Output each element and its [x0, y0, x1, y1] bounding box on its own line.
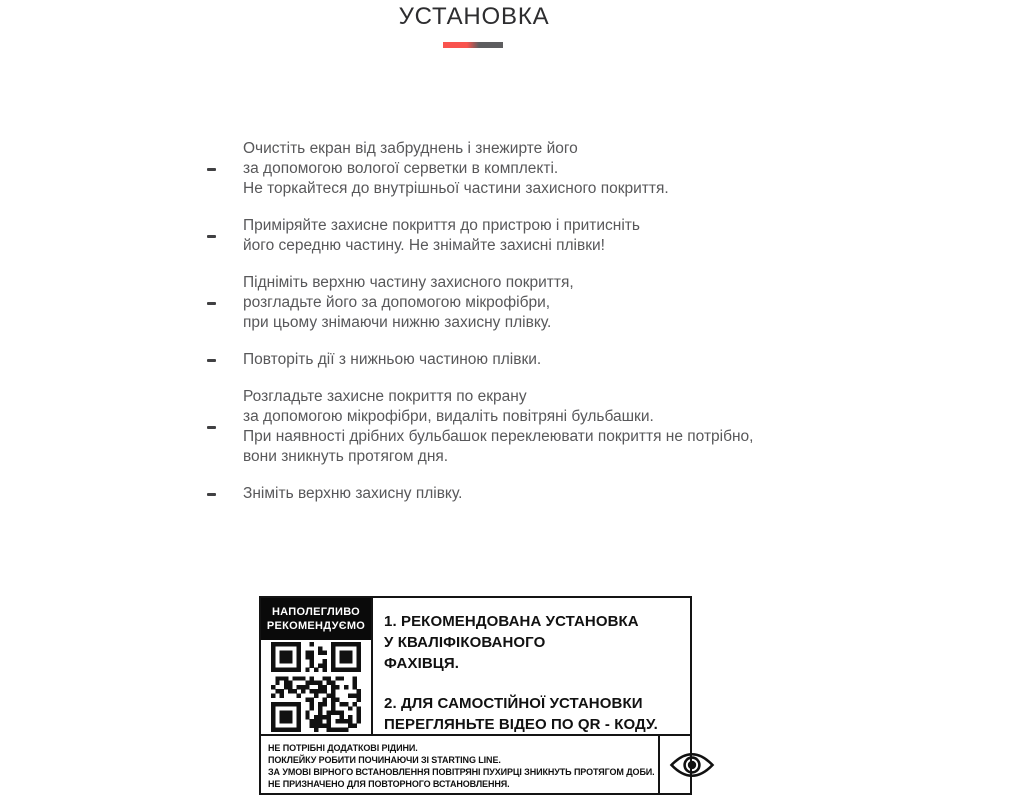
step-text: Зніміть верхню захисну плівку. [243, 485, 463, 502]
dash-bullet-icon [207, 168, 216, 171]
step-text: Повторіть дії з нижньою частиною плівки. [243, 351, 542, 368]
strongly-recommend-badge [261, 598, 371, 640]
badge-line-1: НАПОЛЕГЛИВО [271, 606, 361, 618]
recommendation-box [259, 596, 692, 795]
note-line: ЗА УМОВІ ВІРНОГО ВСТАНОВЛЕННЯ ПОВІТРЯНІ ПУХИРЦІ ЗНИКНУТЬ ПРОТЯГОМ ДОБИ. [268, 767, 655, 777]
dash-bullet-icon [207, 426, 216, 429]
page-header [0, 3, 948, 31]
installation-step [207, 387, 887, 467]
installation-step [207, 216, 887, 256]
installation-step [207, 350, 887, 370]
eye-icon [660, 736, 724, 793]
step-text: Розгладьте захисне покриття по екрану за допомогою мікрофібри, видаліть повітряні бульбашки. При наявності дрібних бульбашок переклеювати покриття не потрібно, вони зникнуть протягом дня. [243, 388, 754, 465]
recommendation-item: 2. ДЛЯ САМОСТІЙНОЇ УСТАНОВКИ ПЕРЕГЛЯНЬТЕ ВІДЕО ПО QR - КОДУ. [384, 695, 658, 733]
step-text: Приміряйте захисне покриття до пристрою і притисніть його середню частину. Не знімайте захисні плівки! [243, 217, 640, 254]
dash-bullet-icon [207, 359, 216, 362]
dash-bullet-icon [207, 302, 216, 305]
note-line: НЕ ПРИЗНАЧЕНО ДЛЯ ПОВТОРНОГО ВСТАНОВЛЕННЯ. [268, 779, 510, 789]
page-title: УСТАНОВКА [398, 3, 550, 30]
installation-step [207, 484, 887, 504]
recommendation-box-top [261, 598, 690, 734]
recommendation-item: 1. РЕКОМЕНДОВАНА УСТАНОВКА У КВАЛІФІКОВАНОГО ФАХІВЦЯ. [384, 613, 639, 672]
installation-steps-list [207, 139, 887, 521]
note-line: НЕ ПОТРІБНІ ДОДАТКОВІ РІДИНИ. [268, 743, 418, 753]
installation-notes [261, 736, 660, 793]
dash-bullet-icon [207, 235, 216, 238]
recommendation-instructions [373, 598, 690, 734]
installation-step [207, 139, 887, 199]
badge-line-2: РЕКОМЕНДУЄМО [266, 620, 366, 632]
step-text: Очистіть екран від забруднень і знежирте його за допомогою вологої серветки в комплекті. Не торкайтеся до внутрішньої частини захисного покриття. [243, 140, 669, 197]
recommendation-box-left [261, 598, 373, 734]
title-divider [443, 42, 503, 48]
installation-step [207, 273, 887, 333]
dash-bullet-icon [207, 493, 216, 496]
step-text: Підніміть верхню частину захисного покриття, розгладьте його за допомогою мікрофібри, при цьому знімаючи нижню захисну плівку. [243, 274, 574, 331]
note-line: ПОКЛЕЙКУ РОБИТИ ПОЧИНАЮЧИ ЗІ STARTING LINE. [268, 755, 501, 765]
qr-code-icon [261, 640, 371, 734]
recommendation-box-bottom [261, 734, 690, 793]
